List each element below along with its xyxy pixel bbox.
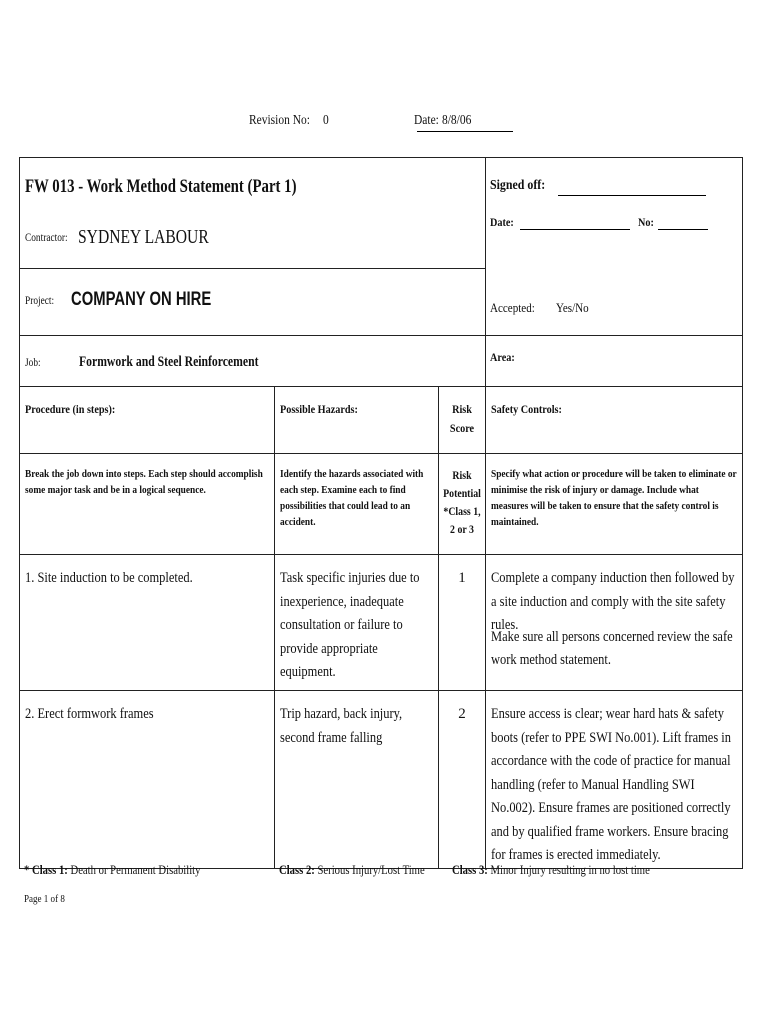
job-cell xyxy=(20,336,486,387)
signed-off-label: Signed off: xyxy=(490,178,546,193)
revision-value: 0 xyxy=(322,113,329,128)
procedure-instructions-cell xyxy=(20,454,275,555)
job-value: Formwork and Steel Reinforcement xyxy=(79,354,259,370)
controls-header-label: Safety Controls: xyxy=(491,402,562,416)
signoff-no-line[interactable] xyxy=(658,229,708,230)
area-cell xyxy=(486,336,743,387)
signed-off-line[interactable] xyxy=(558,195,706,196)
class2-legend xyxy=(279,862,425,878)
class2-text: Serious Injury/Lost Time xyxy=(317,862,425,877)
project-value: COMPANY ON HIRE xyxy=(71,289,212,310)
controls-instructions-cell xyxy=(486,454,743,555)
date-value: 8/8/06 xyxy=(442,113,472,128)
step-procedure-cell xyxy=(20,691,275,869)
table-row xyxy=(20,691,743,869)
step-hazards: Trip hazard, back injury, second frame falling xyxy=(280,706,403,746)
signoff-no-label: No: xyxy=(638,215,654,229)
risk-instructions-cell xyxy=(439,454,486,555)
page-number: Page 1 of 8 xyxy=(24,893,65,905)
class1-legend xyxy=(24,862,200,878)
signoff-date-line[interactable] xyxy=(520,229,630,230)
project-label: Project: xyxy=(25,292,55,307)
title-cell xyxy=(20,158,486,269)
work-method-table xyxy=(19,157,743,869)
risk-instructions: Risk Potential *Class 1, 2 or 3 xyxy=(443,468,481,536)
step-control-paragraph: Ensure access is clear; wear hard hats & safety boots (refer to PPE SWI No.001). Lift frames in accordance with the code of practice for manual handling (refer to Manual Handling SWI No.002). Ensure frames are positioned correctly and by qualified frame workers. Ensure bracing for frames is erected immediately. xyxy=(491,706,731,863)
step-hazards: Task specific injuries due to inexperience, inadequate consultation or failure to provide appropriate equipment. xyxy=(280,570,420,680)
step-controls-cell xyxy=(486,555,743,691)
step-procedure: 2. Erect formwork frames xyxy=(25,706,154,722)
procedure-header-label: Procedure (in steps): xyxy=(25,402,116,416)
step-control-paragraph: Complete a company induction then followed by a site induction and comply with the site safety rules. xyxy=(491,570,735,633)
class3-label: Class 3: xyxy=(452,862,488,877)
step-procedure: 1. Site induction to be completed. xyxy=(25,570,193,586)
class3-text: Minor Injury resulting in no lost time xyxy=(490,862,650,877)
project-cell xyxy=(20,269,486,336)
contractor-label: Contractor: xyxy=(25,230,68,244)
hazards-header-label: Possible Hazards: xyxy=(280,402,358,416)
controls-header xyxy=(486,387,743,454)
step-procedure-cell xyxy=(20,555,275,691)
form-title: FW 013 - Work Method Statement (Part 1) xyxy=(25,176,297,197)
class1-text: Death or Permanent Disability xyxy=(70,862,201,877)
procedure-header xyxy=(20,387,275,454)
step-hazards-cell xyxy=(275,555,439,691)
risk-header xyxy=(439,387,486,454)
job-label: Job: xyxy=(25,355,41,369)
signoff-date-label: Date: xyxy=(490,215,514,229)
step-hazards-cell xyxy=(275,691,439,869)
date-underline xyxy=(417,131,513,132)
hazards-header xyxy=(275,387,439,454)
table-row xyxy=(20,555,743,691)
accepted-value: Yes/No xyxy=(556,300,589,315)
class1-label: * Class 1: xyxy=(24,862,68,877)
hazards-instructions-cell xyxy=(275,454,439,555)
area-label: Area: xyxy=(490,350,515,364)
step-controls-cell xyxy=(486,691,743,869)
step-risk-cell xyxy=(439,555,486,691)
hazards-instructions: Identify the hazards associated with each step. Examine each to find possibilities that could lead to an accident. xyxy=(280,468,424,528)
risk-class-legend xyxy=(24,862,744,882)
procedure-instructions: Break the job down into steps. Each step should accomplish some major task and be in a logical sequence. xyxy=(25,468,263,496)
step-control-paragraph: Make sure all persons concerned review the safe work method statement. xyxy=(491,628,733,668)
step-risk-cell xyxy=(439,691,486,869)
revision-label: Revision No: xyxy=(249,113,310,128)
accepted-label: Accepted: xyxy=(490,300,535,315)
risk-header-label: Risk Score xyxy=(449,402,475,435)
step-risk: 2 xyxy=(458,706,466,722)
controls-instructions: Specify what action or procedure will be taken to eliminate or minimise the risk of injury or damage. Include what measures will be taken to ensure that the safety control is maintained. xyxy=(491,468,737,528)
step-risk: 1 xyxy=(458,570,466,586)
revision-line xyxy=(249,113,472,129)
date-label: Date: xyxy=(414,113,439,128)
class3-legend xyxy=(452,862,650,878)
contractor-value: SYDNEY LABOUR xyxy=(77,226,209,248)
class2-label: Class 2: xyxy=(279,862,315,877)
signoff-cell xyxy=(486,158,743,336)
